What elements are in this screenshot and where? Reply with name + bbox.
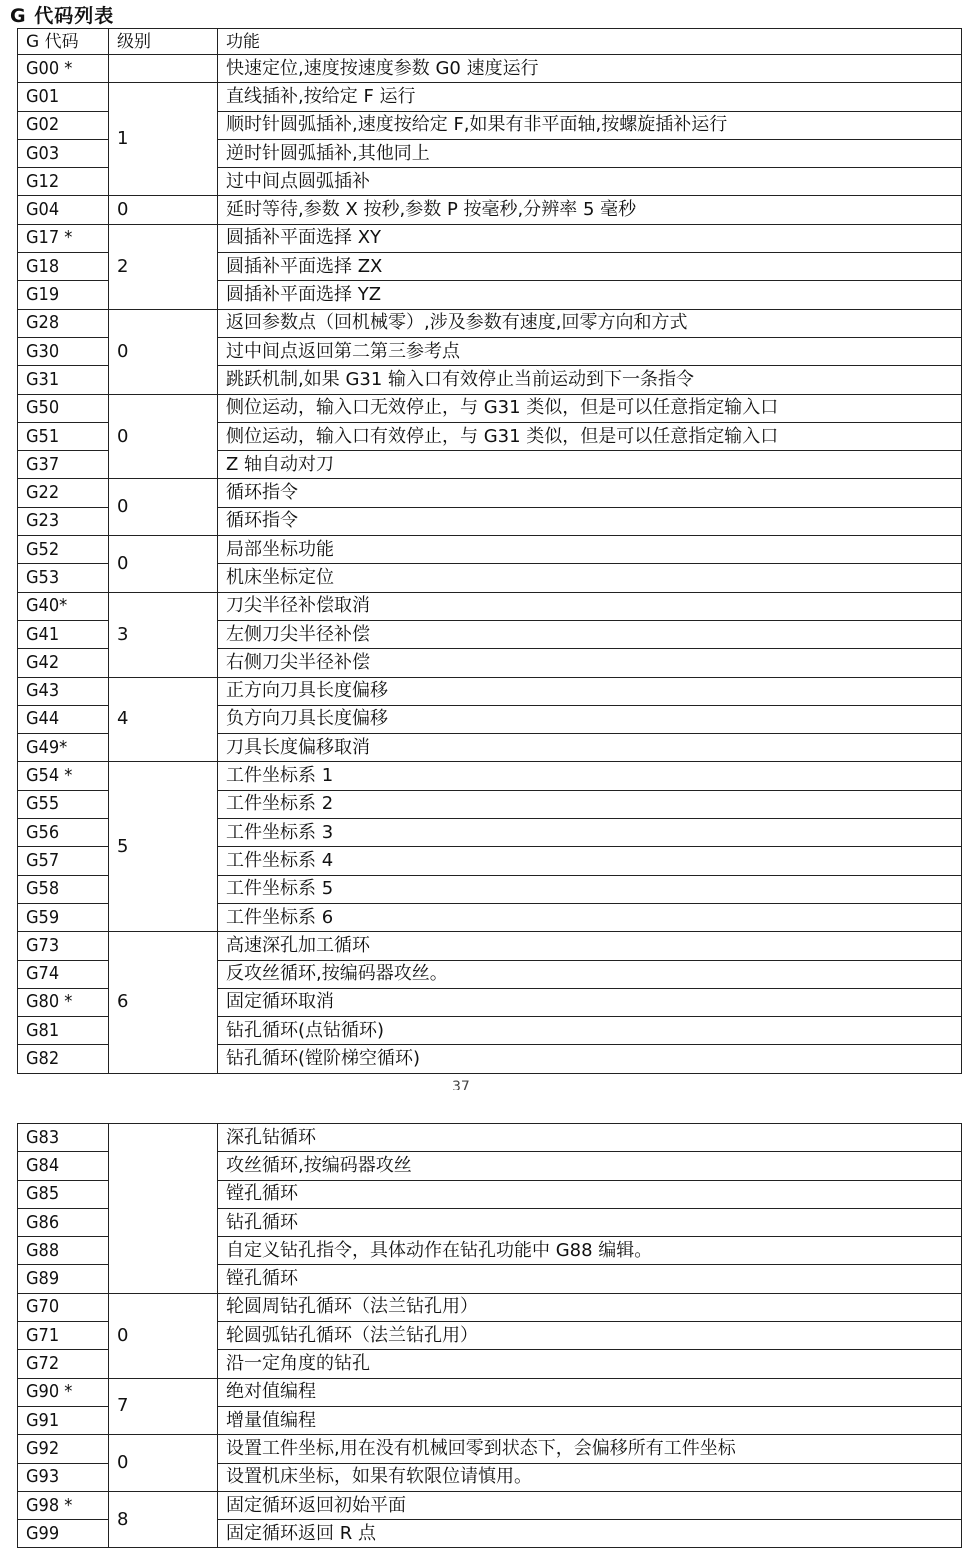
function-cell: 正方向刀具长度偏移: [218, 677, 962, 705]
function-cell: 逆时针圆弧插补,其他同上: [218, 139, 962, 167]
g-code-cell: G91: [18, 1406, 109, 1434]
g-code-cell: G93: [18, 1463, 109, 1491]
function-cell: 深孔钻循环: [218, 1124, 962, 1152]
g-code-cell: G57: [18, 847, 109, 875]
table-row: [18, 762, 962, 790]
header-level: 级别: [109, 29, 218, 55]
g-code-cell: G85: [18, 1180, 109, 1208]
g-code-cell: G04: [18, 196, 109, 224]
g-code-cell: G81: [18, 1017, 109, 1045]
g-code-cell: G84: [18, 1152, 109, 1180]
table-row: [18, 83, 962, 111]
page-number: 37: [452, 1080, 470, 1090]
function-cell: 沿一定角度的钻孔: [218, 1350, 962, 1378]
function-cell: 过中间点返回第二第三参考点: [218, 337, 962, 365]
g-code-cell: G19: [18, 281, 109, 309]
g-code-cell: G70: [18, 1293, 109, 1321]
level-cell: [109, 1124, 218, 1294]
function-cell: 过中间点圆弧插补: [218, 168, 962, 196]
function-cell: 工件坐标系 1: [218, 762, 962, 790]
g-code-cell: G74: [18, 960, 109, 988]
g-code-cell: G56: [18, 819, 109, 847]
table-row: [18, 309, 962, 337]
function-cell: 工件坐标系 3: [218, 819, 962, 847]
function-cell: 左侧刀尖半径补偿: [218, 620, 962, 648]
g-code-cell: G83: [18, 1124, 109, 1152]
table-body: [18, 55, 962, 1074]
g-code-cell: G41: [18, 620, 109, 648]
function-cell: 镗孔循环: [218, 1265, 962, 1293]
g-code-cell: G37: [18, 451, 109, 479]
level-cell: 0: [109, 196, 218, 224]
header-function: 功能: [218, 29, 962, 55]
g-code-cell: G98 *: [18, 1491, 109, 1519]
level-cell: 0: [109, 394, 218, 479]
function-cell: 增量值编程: [218, 1406, 962, 1434]
g-code-cell: G72: [18, 1350, 109, 1378]
level-cell: 0: [109, 1435, 218, 1492]
function-cell: 攻丝循环,按编码器攻丝: [218, 1152, 962, 1180]
g-code-cell: G49*: [18, 734, 109, 762]
g-code-cell: G50: [18, 394, 109, 422]
function-cell: 轮圆弧钻孔循环（法兰钻孔用）: [218, 1322, 962, 1350]
function-cell: 固定循环取消: [218, 988, 962, 1016]
g-code-cell: G30: [18, 337, 109, 365]
level-cell: 4: [109, 677, 218, 762]
g-code-cell: G71: [18, 1322, 109, 1350]
g-code-cell: G73: [18, 932, 109, 960]
function-cell: 圆插补平面选择 YZ: [218, 281, 962, 309]
function-cell: 工件坐标系 2: [218, 790, 962, 818]
function-cell: 跳跃机制,如果 G31 输入口有效停止当前运动到下一条指令: [218, 366, 962, 394]
g-code-cell: G53: [18, 564, 109, 592]
function-cell: 钻孔循环: [218, 1208, 962, 1236]
function-cell: 固定循环返回 R 点: [218, 1520, 962, 1548]
level-cell: 0: [109, 536, 218, 593]
g-code-cell: G99: [18, 1520, 109, 1548]
g-code-cell: G12: [18, 168, 109, 196]
g-code-cell: G82: [18, 1045, 109, 1073]
function-cell: 固定循环返回初始平面: [218, 1491, 962, 1519]
level-cell: 2: [109, 224, 218, 309]
table-row: [18, 1491, 962, 1519]
function-cell: 延时等待,参数 X 按秒,参数 P 按毫秒,分辨率 5 毫秒: [218, 196, 962, 224]
function-cell: 工件坐标系 4: [218, 847, 962, 875]
function-cell: 顺时针圆弧插补,速度按给定 F,如果有非平面轴,按螺旋插补运行: [218, 111, 962, 139]
g-code-cell: G43: [18, 677, 109, 705]
table-row: [18, 1124, 962, 1152]
table-row: [18, 224, 962, 252]
level-cell: 8: [109, 1491, 218, 1548]
function-cell: 工件坐标系 6: [218, 903, 962, 931]
function-cell: 自定义钻孔指令，具体动作在钻孔功能中 G88 编辑。: [218, 1237, 962, 1265]
function-cell: 钻孔循环(点钻循环): [218, 1017, 962, 1045]
table-header-row: [18, 29, 962, 55]
g-code-cell: G22: [18, 479, 109, 507]
table-row: [18, 479, 962, 507]
level-cell: 5: [109, 762, 218, 932]
function-cell: 循环指令: [218, 507, 962, 535]
level-cell: 1: [109, 83, 218, 196]
document-title: G 代码列表: [10, 5, 115, 27]
g-code-cell: G52: [18, 536, 109, 564]
level-cell: 3: [109, 592, 218, 677]
function-cell: 循环指令: [218, 479, 962, 507]
function-cell: 刀尖半径补偿取消: [218, 592, 962, 620]
table-row: [18, 677, 962, 705]
function-cell: 镗孔循环: [218, 1180, 962, 1208]
g-code-cell: G40*: [18, 592, 109, 620]
function-cell: 直线插补,按给定 F 运行: [218, 83, 962, 111]
g-code-cell: G51: [18, 422, 109, 450]
level-cell: 0: [109, 1293, 218, 1378]
g-code-cell: G31: [18, 366, 109, 394]
function-cell: 快速定位,速度按速度参数 G0 速度运行: [218, 55, 962, 83]
function-cell: 绝对值编程: [218, 1378, 962, 1406]
g-code-cell: G54 *: [18, 762, 109, 790]
g-code-cell: G80 *: [18, 988, 109, 1016]
g-code-cell: G89: [18, 1265, 109, 1293]
function-cell: 返回参数点（回机械零）,涉及参数有速度,回零方向和方式: [218, 309, 962, 337]
g-code-cell: G00 *: [18, 55, 109, 83]
table-row: [18, 1378, 962, 1406]
g-code-cell: G90 *: [18, 1378, 109, 1406]
function-cell: 设置机床坐标，如果有软限位请慎用。: [218, 1463, 962, 1491]
g-code-cell: G23: [18, 507, 109, 535]
function-cell: 圆插补平面选择 ZX: [218, 253, 962, 281]
function-cell: 圆插补平面选择 XY: [218, 224, 962, 252]
g-code-cell: G02: [18, 111, 109, 139]
g-code-cell: G17 *: [18, 224, 109, 252]
g-code-cell: G28: [18, 309, 109, 337]
table-row: [18, 196, 962, 224]
g-code-table-continued: [17, 1123, 962, 1548]
g-code-table: [17, 28, 962, 1074]
function-cell: 高速深孔加工循环: [218, 932, 962, 960]
level-cell: [109, 55, 218, 83]
g-code-cell: G88: [18, 1237, 109, 1265]
function-cell: 轮圆周钻孔循环（法兰钻孔用）: [218, 1293, 962, 1321]
table-row: [18, 55, 962, 83]
function-cell: 反攻丝循环,按编码器攻丝。: [218, 960, 962, 988]
level-cell: 0: [109, 309, 218, 394]
g-code-cell: G58: [18, 875, 109, 903]
table-row: [18, 394, 962, 422]
table-row: [18, 1293, 962, 1321]
table-row: [18, 536, 962, 564]
function-cell: Z 轴自动对刀: [218, 451, 962, 479]
level-cell: 7: [109, 1378, 218, 1435]
function-cell: 局部坐标功能: [218, 536, 962, 564]
g-code-cell: G18: [18, 253, 109, 281]
g-code-cell: G03: [18, 139, 109, 167]
g-code-cell: G42: [18, 649, 109, 677]
function-cell: 设置工件坐标,用在没有机械回零到状态下，会偏移所有工件坐标: [218, 1435, 962, 1463]
table-row: [18, 1435, 962, 1463]
function-cell: 右侧刀尖半径补偿: [218, 649, 962, 677]
function-cell: 侧位运动，输入口有效停止，与 G31 类似，但是可以任意指定输入口: [218, 422, 962, 450]
g-code-cell: G44: [18, 705, 109, 733]
table-body: [18, 1124, 962, 1548]
function-cell: 刀具长度偏移取消: [218, 734, 962, 762]
table-row: [18, 592, 962, 620]
header-g-code: G 代码: [18, 29, 109, 55]
g-code-cell: G92: [18, 1435, 109, 1463]
function-cell: 工件坐标系 5: [218, 875, 962, 903]
function-cell: 侧位运动，输入口无效停止，与 G31 类似，但是可以任意指定输入口: [218, 394, 962, 422]
g-code-cell: G55: [18, 790, 109, 818]
g-code-cell: G01: [18, 83, 109, 111]
level-cell: 0: [109, 479, 218, 536]
function-cell: 负方向刀具长度偏移: [218, 705, 962, 733]
g-code-cell: G86: [18, 1208, 109, 1236]
level-cell: 6: [109, 932, 218, 1073]
g-code-cell: G59: [18, 903, 109, 931]
function-cell: 钻孔循环(镗阶梯空循环): [218, 1045, 962, 1073]
table-row: [18, 932, 962, 960]
function-cell: 机床坐标定位: [218, 564, 962, 592]
